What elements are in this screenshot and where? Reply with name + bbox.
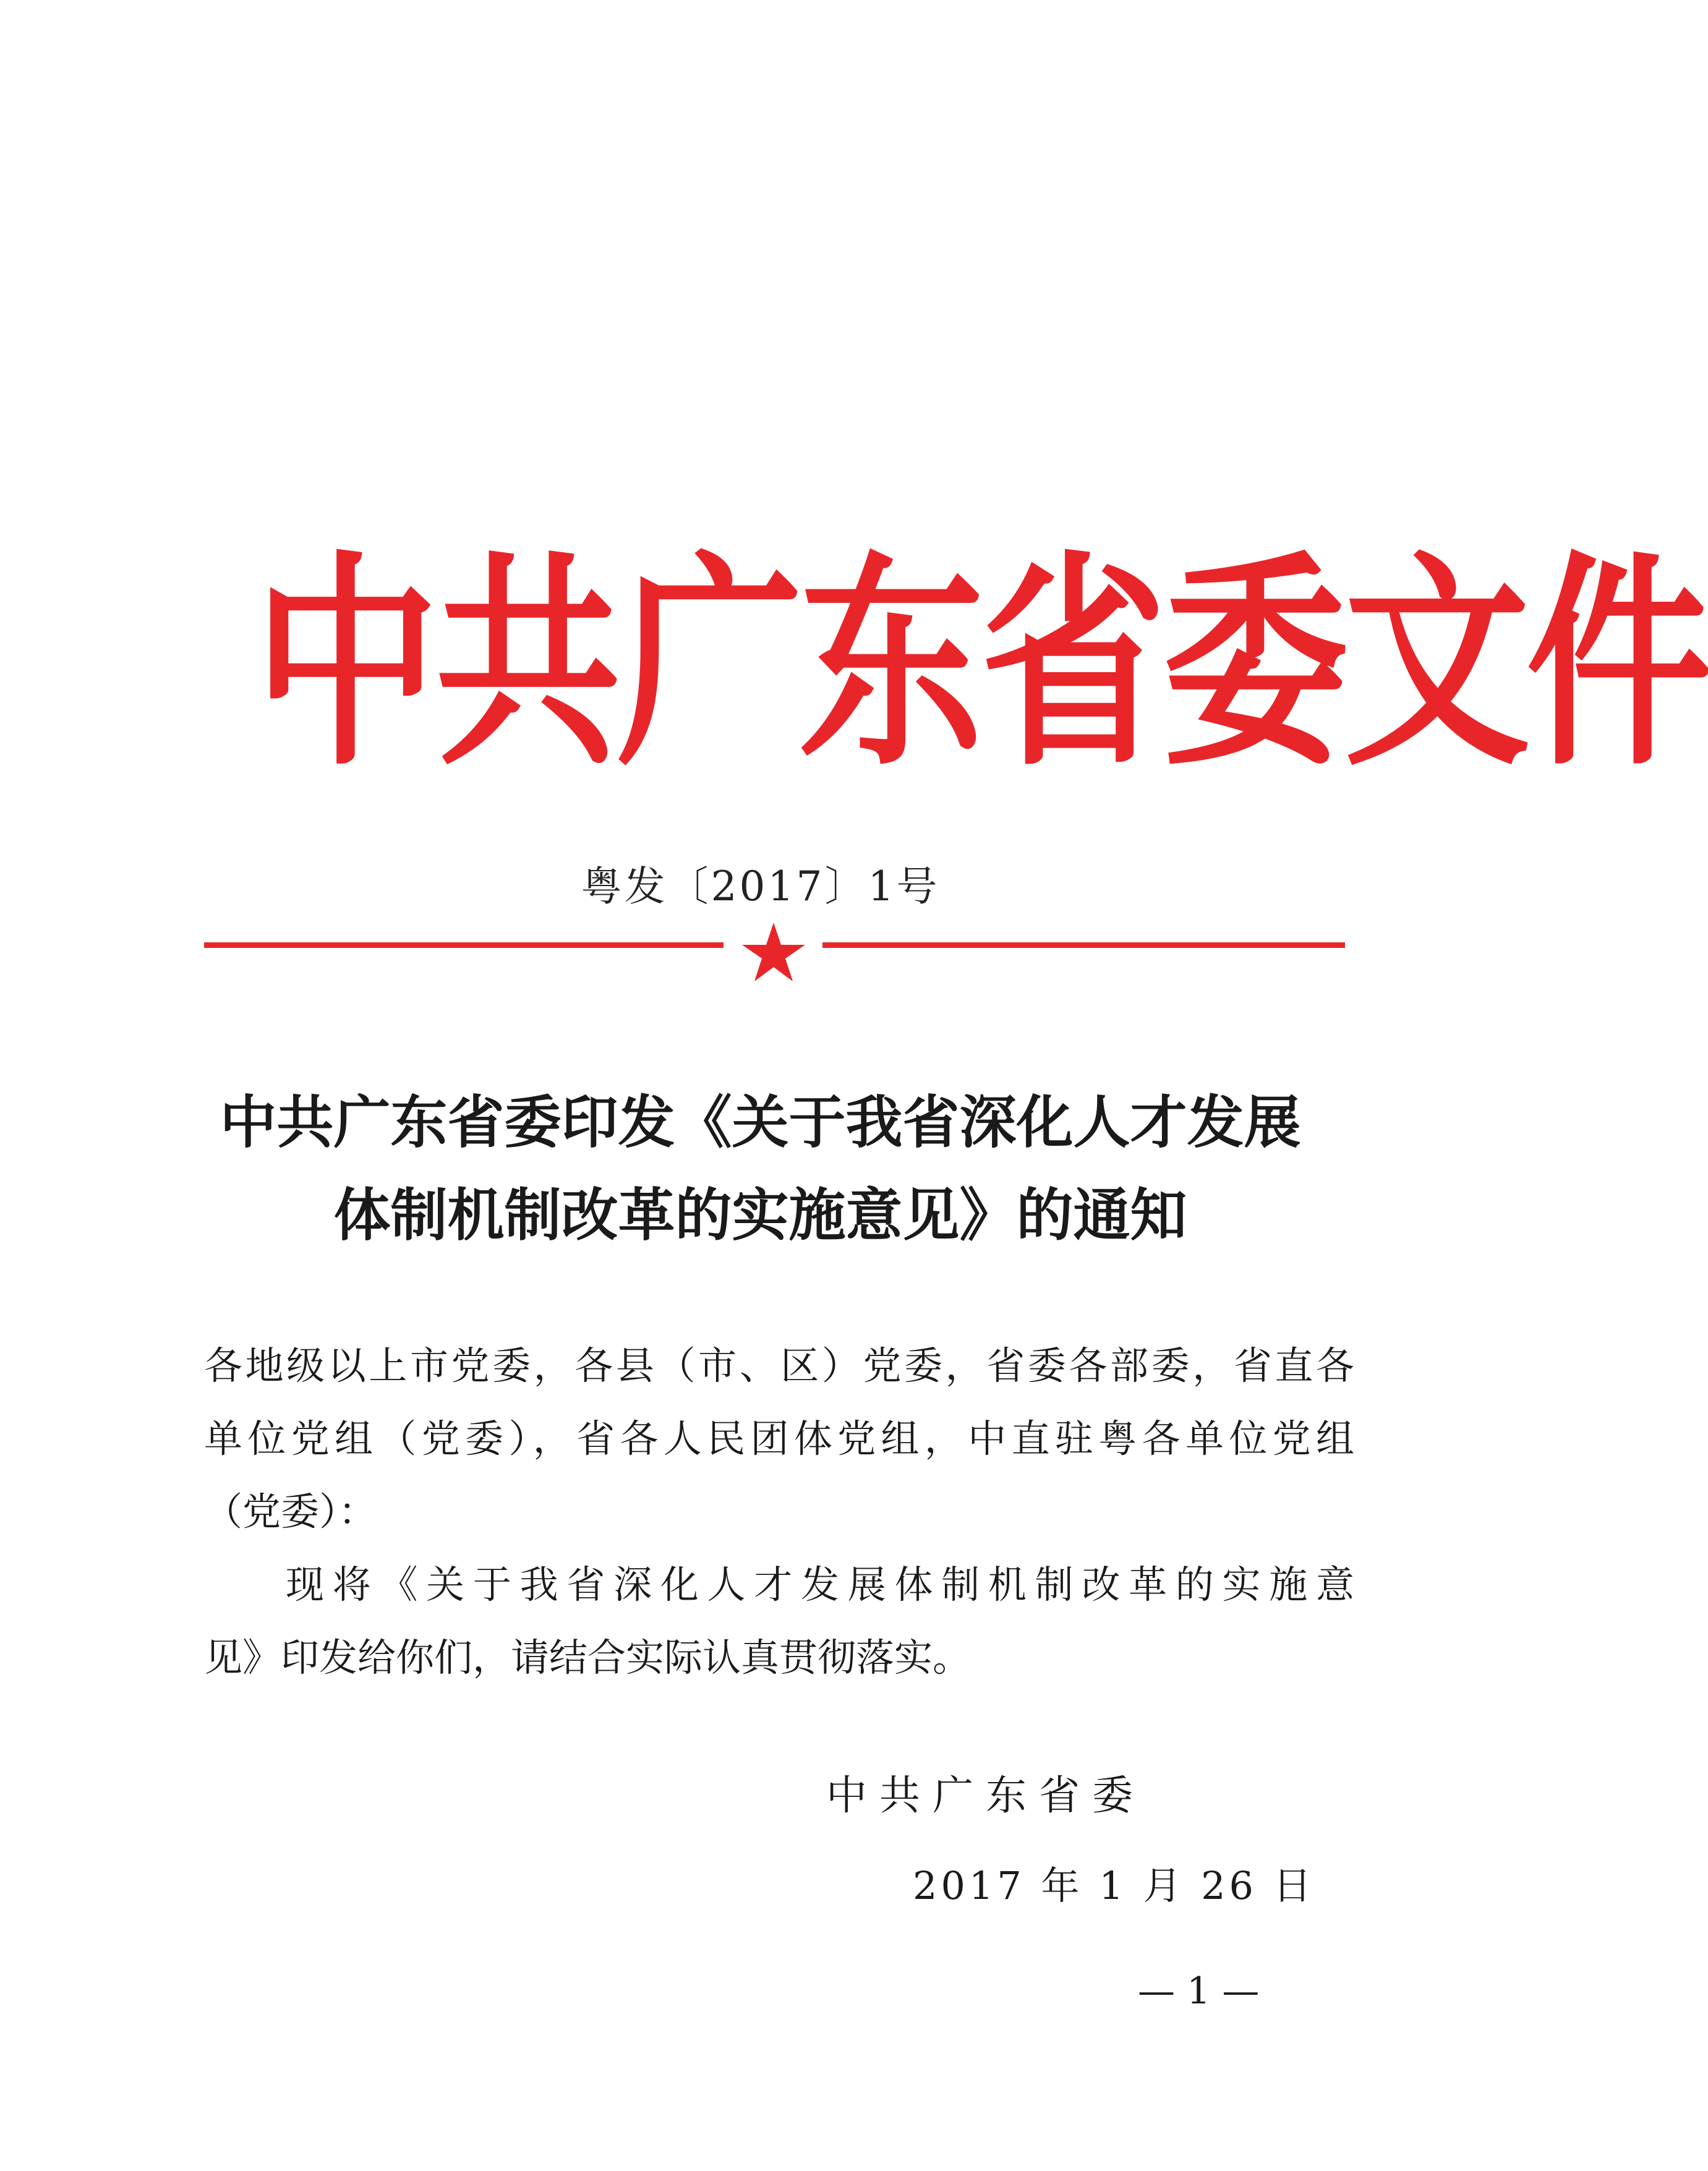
file-header-title: 中共广东省委文件 <box>254 532 1708 796</box>
star-icon <box>740 921 808 983</box>
red-separator-left <box>204 942 724 948</box>
signature-date: 2017 年 1 月 26 日 <box>913 1863 1315 1908</box>
notice-title-line-2: 体制机制改革的实施意见》的通知 <box>333 1182 1187 1248</box>
addressee-line-1: 各地级以上市党委，各县（市、区）党委，省委各部委，省直各 <box>204 1343 1354 1388</box>
addressee-line-3: （党委）： <box>204 1489 377 1534</box>
red-separator-right <box>822 942 1345 948</box>
document-number: 粤发〔2017〕1号 <box>581 863 940 910</box>
notice-title-line-1: 中共广东省委印发《关于我省深化人才发展 <box>220 1089 1301 1156</box>
notice-body <box>204 1329 1354 1694</box>
content-line-2: 见》印发给你们，请结合实际认真贯彻落实。 <box>204 1635 971 1680</box>
signature-org: 中共广东省委 <box>826 1772 1145 1819</box>
addressee-line-2: 单位党组（党委），省各人民团体党组，中直驻粤各单位党组 <box>204 1416 1354 1461</box>
content-line-1: 现将《关于我省深化人才发展体制机制改革的实施意 <box>286 1562 1354 1607</box>
page-number: — 1 — <box>1138 1969 1260 2013</box>
notice-title <box>0 1076 1521 1261</box>
